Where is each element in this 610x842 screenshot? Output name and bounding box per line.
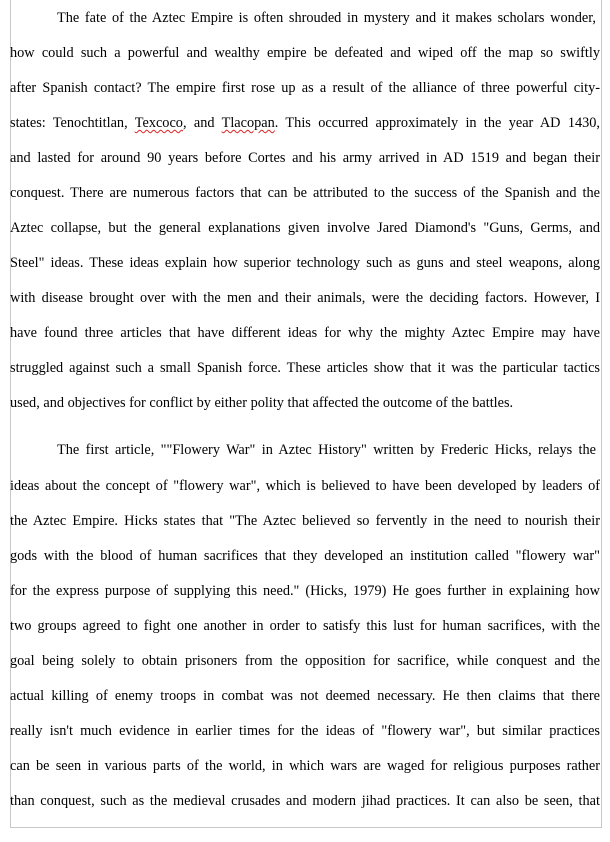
paragraph-2-line-1: The first article, ""Flowery War" in Aztec History" written by Frederic Hicks, relays the xyxy=(57,442,596,458)
paragraph-2-line-8: actual killing of enemy troops in combat was not deemed necessary. He then claims that there xyxy=(10,688,600,704)
spellcheck-word-texcoco: Texcoco xyxy=(134,115,183,131)
paragraph-1-line-9: with disease brought over with the men and their animals, were the deciding factors. However, I xyxy=(10,290,600,306)
line-4-start: states: Tenochtitlan, xyxy=(10,115,135,131)
paragraph-2-line-2: ideas about the concept of "flowery war", which is believed to have been developed by leaders of xyxy=(10,478,600,494)
paragraph-2-line-4: gods with the blood of human sacrifices that they developed an institution called "flowery war" xyxy=(10,548,600,564)
line-4-end: . This occurred approximately in the year AD 1430, xyxy=(274,115,601,131)
paragraph-1-line-2: how could such a powerful and wealthy empire be defeated and wiped off the map so swiftly xyxy=(10,45,600,61)
paragraph-1-line-3: after Spanish contact? The empire first rose up as a result of the alliance of three powerful city- xyxy=(10,80,600,96)
paragraph-2-line-9: really isn't much evidence in earlier times for the ideas of "flowery war", but similar practices xyxy=(10,723,600,739)
paragraph-2-line-10: can be seen in various parts of the world, in which wars are waged for religious purposes rather xyxy=(10,758,600,774)
paragraph-1-line-6: conquest. There are numerous factors that can be attributed to the success of the Spanish and the xyxy=(10,185,600,201)
paragraph-2-line-7: goal being solely to obtain prisoners from the opposition for sacrifice, while conquest and the xyxy=(10,653,600,669)
paragraph-2-line-5: for the express purpose of supplying this need." (Hicks, 1979) He goes further in explaining how xyxy=(10,583,600,599)
paragraph-1-line-5: and lasted for around 90 years before Cortes and his army arrived in AD 1519 and began their xyxy=(10,150,600,166)
paragraph-1-line-8: Steel" ideas. These ideas explain how superior technology such as guns and steel weapons, along xyxy=(10,255,600,271)
paragraph-1-line-10: have found three articles that have different ideas for why the mighty Aztec Empire may have xyxy=(10,325,600,341)
paragraph-1-line-4 xyxy=(10,113,600,133)
paragraph-1-line-7: Aztec collapse, but the general explanations given involve Jared Diamond's "Guns, Germs, and xyxy=(10,220,600,236)
line-4-mid: , and xyxy=(182,115,222,131)
paragraph-1-line-11: struggled against such a small Spanish force. These articles show that it was the particular tactics xyxy=(10,360,600,376)
paragraph-1-line-12: used, and objectives for conflict by either polity that affected the outcome of the battles. xyxy=(10,395,514,411)
paragraph-2-line-3: the Aztec Empire. Hicks states that "The Aztec believed so fervently in the need to nourish their xyxy=(10,513,600,529)
paragraph-1-line-1: The fate of the Aztec Empire is often shrouded in mystery and it makes scholars wonder, xyxy=(57,10,596,26)
spellcheck-word-tlacopan: Tlacopan xyxy=(221,115,275,131)
paragraph-2-line-6: two groups agreed to fight one another in order to satisfy this lust for human sacrifices, with the xyxy=(10,618,600,634)
paragraph-2-line-11: than conquest, such as the medieval crusades and modern jihad practices. It can also be seen, that xyxy=(10,793,600,809)
